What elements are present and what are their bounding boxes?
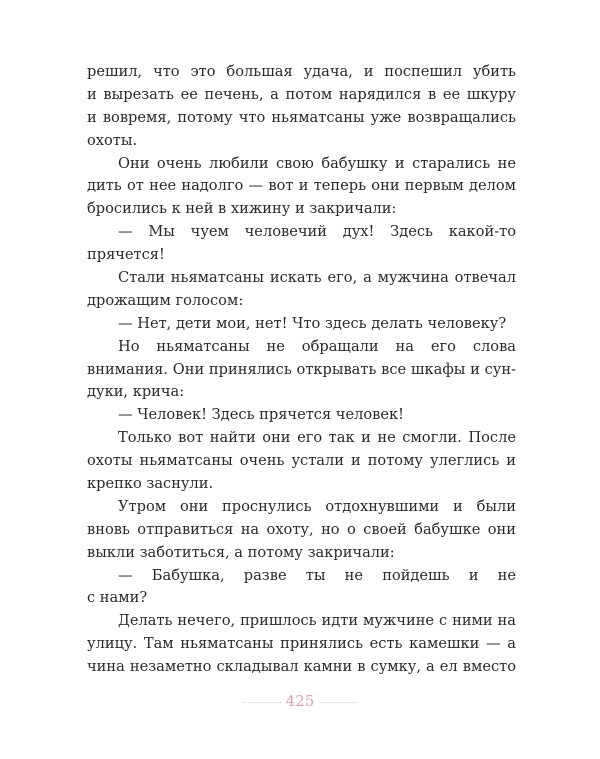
text-line: охоты. (87, 131, 138, 149)
page-body-text (87, 61, 516, 679)
text-line: бросились к ней в хижину и закричали: (87, 200, 397, 218)
text-line: дуки, крича: (87, 383, 185, 401)
text-line: Утром они проснулись отдохнувшими и были (118, 497, 516, 515)
text-line: Стали ньяматсаны искать его, а мужчина отвечал (118, 269, 516, 287)
ornament-left (243, 702, 281, 703)
text-line: Делать нечего, пришлось идти мужчине с ними на (118, 612, 516, 630)
text-line: внимания. Они принялись открывать все шкафы и сун- (87, 360, 516, 378)
text-line: прячется! (87, 246, 165, 264)
text-line: — Мы чуем человечий дух! Здесь какой-то (118, 223, 516, 241)
text-line: чина незаметно складывал камни в сумку, а ел вместо (87, 658, 516, 676)
text-line: и вырезать ее печень, а потом нарядился в ее шкуру (87, 85, 516, 103)
text-line: с нами? (87, 589, 148, 607)
text-line: охоты ньяматсаны очень устали и потому улеглись и (87, 452, 516, 470)
text-line: — Человек! Здесь прячется человек! (118, 406, 404, 424)
text-line: дить от нее надолго — вот и теперь они первым делом (87, 177, 516, 195)
text-line: Но ньяматсаны не обращали на его слова (118, 337, 516, 355)
page-number: 425 (285, 692, 315, 710)
text-line: вновь отправиться на охоту, но о своей бабушке они (87, 520, 516, 538)
text-line: крепко заснули. (87, 475, 214, 493)
text-line: Только вот найти они его так и не смогли. После (118, 429, 516, 447)
text-line: выкли заботиться, а потому закричали: (87, 543, 395, 561)
ornament-right (319, 702, 357, 703)
text-line: и вовремя, потому что ньяматсаны уже возвращались (87, 108, 516, 126)
text-line: улицу. Там ньяматсаны принялись есть камешки — а (87, 635, 516, 653)
text-line: Они очень любили свою бабушку и старались не (118, 154, 516, 172)
page-number-footer (0, 692, 600, 710)
text-line: решил, что это большая удача, и поспешил убить (87, 63, 516, 80)
text-line: дрожащим голосом: (87, 291, 244, 309)
text-line: — Бабушка, разве ты не пойдешь и не (118, 566, 516, 584)
text-line: — Нет, дети мои, нет! Что здесь делать человеку? (118, 314, 507, 332)
